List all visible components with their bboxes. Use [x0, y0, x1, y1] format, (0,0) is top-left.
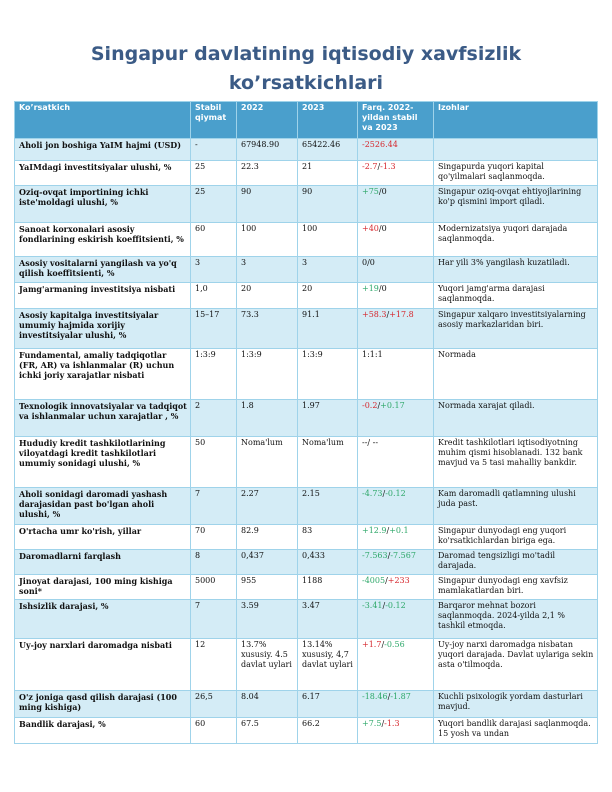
indicator-name: Ishsizlik darajasi, %: [15, 600, 191, 639]
indicator-name: Daromadlarni farqlash: [15, 550, 191, 575]
value-2023: 13.14% xususiy, 4,7 davlat uylari: [298, 639, 358, 691]
difference-value: [358, 437, 434, 488]
value-2022: 3.59: [237, 600, 298, 639]
stable-value: 60: [191, 223, 237, 257]
indicator-name: O'z joniga qasd qilish darajasi (100 ming kishiga): [15, 691, 191, 718]
value-2023: 3: [298, 257, 358, 283]
difference-part: +1.7: [362, 640, 382, 649]
value-2022: 82.9: [237, 525, 298, 550]
difference-part: /0: [378, 187, 387, 196]
note-text: Har yili 3% yangilash kuzatiladi.: [434, 257, 598, 283]
col-header-difference: Farq. 2022-yildan stabil va 2023: [358, 102, 434, 139]
stable-value: 3: [191, 257, 237, 283]
value-2022: 1.8: [237, 400, 298, 437]
difference-part: +40: [362, 224, 379, 233]
value-2023: 66.2: [298, 718, 358, 744]
value-2022: 67948.90: [237, 139, 298, 161]
difference-part: -18.46: [362, 692, 388, 701]
value-2023: 90: [298, 186, 358, 223]
value-2023: 3.47: [298, 600, 358, 639]
value-2023: 6.17: [298, 691, 358, 718]
difference-part: -0.12: [385, 489, 406, 498]
value-2023: 1:3:9: [298, 349, 358, 400]
difference-part: -4005: [362, 576, 386, 585]
difference-part: +19: [362, 284, 379, 293]
difference-value: [358, 400, 434, 437]
stable-value: 1,0: [191, 283, 237, 309]
stable-value: -: [191, 139, 237, 161]
difference-part: +58.3: [362, 310, 387, 319]
note-text: Singapur xalqaro investitsiyalarning asosiy markazlaridan biri.: [434, 309, 598, 349]
title-line-2: ko’rsatkichlari: [228, 72, 384, 94]
stable-value: 1:3:9: [191, 349, 237, 400]
difference-part: /: [386, 526, 390, 535]
stable-value: 70: [191, 525, 237, 550]
difference-part: 0/0: [362, 258, 375, 267]
difference-value: [358, 718, 434, 744]
value-2022: 20: [237, 283, 298, 309]
stable-value: 8: [191, 550, 237, 575]
value-2023: 21: [298, 161, 358, 186]
value-2022: 8.04: [237, 691, 298, 718]
difference-value: [358, 161, 434, 186]
indicator-name: Jinoyat darajasi, 100 ming kishiga soni*: [15, 575, 191, 600]
indicator-name: YaIMdagi investitsiyalar ulushi, %: [15, 161, 191, 186]
difference-value: [358, 488, 434, 525]
note-text: Singapurda yuqori kapital qo'yilmalari saqlanmoqda.: [434, 161, 598, 186]
difference-value: [358, 600, 434, 639]
value-2023: 1188: [298, 575, 358, 600]
stable-value: 50: [191, 437, 237, 488]
difference-part: /: [382, 489, 386, 498]
note-text: Singapur dunyodagi eng xavfsiz mamlakatlardan biri.: [434, 575, 598, 600]
table-row: [15, 437, 598, 488]
difference-value: [358, 309, 434, 349]
difference-value: [358, 283, 434, 309]
difference-part: -0.56: [384, 640, 405, 649]
table-row: [15, 600, 598, 639]
stable-value: 25: [191, 186, 237, 223]
difference-part: -1.87: [390, 692, 411, 701]
value-2022: 13.7% xususiy. 4.5 davlat uylari: [237, 639, 298, 691]
difference-part: +17.8: [389, 310, 414, 319]
value-2023: Noma'lum: [298, 437, 358, 488]
note-text: Normada xarajat qiladi.: [434, 400, 598, 437]
note-text: Normada: [434, 349, 598, 400]
indicator-name: O'rtacha umr ko'rish, yillar: [15, 525, 191, 550]
header-row: [15, 102, 598, 139]
value-2022: 0,437: [237, 550, 298, 575]
indicator-name: Aholi jon boshiga YaIM hajmi (USD): [15, 139, 191, 161]
table-row: [15, 186, 598, 223]
difference-value: [358, 550, 434, 575]
note-text: Yuqori jamg'arma darajasi saqlanmoqda.: [434, 283, 598, 309]
value-2022: 90: [237, 186, 298, 223]
value-2023: 100: [298, 223, 358, 257]
table-row: [15, 257, 598, 283]
col-header-stable: Stabil qiymat: [191, 102, 237, 139]
value-2023: 83: [298, 525, 358, 550]
note-text: Singapur dunyodagi eng yuqori ko'rsatkichlardan biriga ega.: [434, 525, 598, 550]
difference-part: --/ --: [362, 438, 379, 447]
value-2023: 2.15: [298, 488, 358, 525]
difference-part: -1.3: [384, 719, 400, 728]
difference-part: +0.1: [389, 526, 409, 535]
stable-value: 7: [191, 600, 237, 639]
table-row: [15, 550, 598, 575]
stable-value: 2: [191, 400, 237, 437]
stable-value: 26,5: [191, 691, 237, 718]
table-row: [15, 161, 598, 186]
difference-part: /0: [378, 224, 387, 233]
difference-value: [358, 257, 434, 283]
note-text: Modernizatsiya yuqori darajada saqlanmoqda.: [434, 223, 598, 257]
stable-value: 5000: [191, 575, 237, 600]
difference-value: [358, 139, 434, 161]
difference-part: /0: [378, 284, 387, 293]
note-text: Kuchli psixologik yordam dasturlari mavjud.: [434, 691, 598, 718]
stable-value: 25: [191, 161, 237, 186]
table-row: [15, 283, 598, 309]
difference-value: [358, 691, 434, 718]
note-text: Uy-joy narxi daromadga nisbatan yuqori darajada. Davlat uylariga sekin asta o'tilmoqda.: [434, 639, 598, 691]
indicator-name: Uy-joy narxlari daromadga nisbati: [15, 639, 191, 691]
value-2022: 73.3: [237, 309, 298, 349]
difference-part: /: [387, 692, 391, 701]
table-row: [15, 349, 598, 400]
value-2022: 100: [237, 223, 298, 257]
note-text: Daromad tengsizligi mo'tadil darajada.: [434, 550, 598, 575]
indicator-name: Aholi sonidagi daromadi yashash darajasidan past bo'lgan aholi ulushi, %: [15, 488, 191, 525]
difference-part: /: [381, 640, 385, 649]
indicator-name: Hududiy kredit tashkilotlarining viloyatdagi kredit tashkilotlari umumiy sonidagi ulushi, %: [15, 437, 191, 488]
col-header-indicator: Ko’rsatkich: [15, 102, 191, 139]
value-2023: 20: [298, 283, 358, 309]
note-text: Kam daromadli qatlamning ulushi juda past.: [434, 488, 598, 525]
indicator-name: Texnologik innovatsiyalar va tadqiqot va ishlanmalar uchun xarajatlar , %: [15, 400, 191, 437]
title-line-1: Singapur davlatining iqtisodiy xavfsizlik: [90, 43, 522, 65]
difference-part: /: [377, 401, 381, 410]
difference-part: -7.567: [390, 551, 416, 560]
difference-part: +7.5: [362, 719, 382, 728]
value-2022: Noma'lum: [237, 437, 298, 488]
value-2022: 2.27: [237, 488, 298, 525]
table-row: [15, 691, 598, 718]
col-header-2023: 2023: [298, 102, 358, 139]
indicator-name: Sanoat korxonalari asosiy fondlarining eskirish koeffitsienti, %: [15, 223, 191, 257]
difference-part: -2.7: [362, 162, 378, 171]
page-title: [0, 40, 612, 98]
value-2023: 91.1: [298, 309, 358, 349]
difference-value: [358, 639, 434, 691]
difference-part: +12.9: [362, 526, 387, 535]
difference-part: +233: [387, 576, 410, 585]
indicator-name: Bandlik darajasi, %: [15, 718, 191, 744]
difference-part: 1:1:1: [362, 350, 383, 359]
col-header-2022: 2022: [237, 102, 298, 139]
table-row: [15, 223, 598, 257]
table-row: [15, 400, 598, 437]
difference-value: [358, 223, 434, 257]
difference-value: [358, 349, 434, 400]
difference-part: -0.2: [362, 401, 378, 410]
value-2023: 0,433: [298, 550, 358, 575]
note-text: Singapur oziq-ovqat ehtiyojlarining ko'p qismini import qiladi.: [434, 186, 598, 223]
difference-part: /: [387, 551, 391, 560]
table-row: [15, 309, 598, 349]
difference-part: /: [382, 601, 386, 610]
difference-part: /: [377, 162, 381, 171]
difference-part: -3.41: [362, 601, 383, 610]
difference-part: +75: [362, 187, 379, 196]
table-row: [15, 575, 598, 600]
difference-part: -7.563: [362, 551, 388, 560]
indicator-name: Jamg'armaning investitsiya nisbati: [15, 283, 191, 309]
table-row: [15, 718, 598, 744]
table-row: [15, 525, 598, 550]
indicator-name: Oziq-ovqat importining ichki iste'moldagi ulushi, %: [15, 186, 191, 223]
difference-part: -1.3: [380, 162, 396, 171]
stable-value: 15–17: [191, 309, 237, 349]
stable-value: 60: [191, 718, 237, 744]
note-text: Kredit tashkilotlari iqtisodiyotning muhim qismi hisoblanadi. 132 bank mavjud va 5 tasi mahalliy bankdir.: [434, 437, 598, 488]
value-2023: 65422.46: [298, 139, 358, 161]
difference-value: [358, 525, 434, 550]
difference-part: -0.12: [385, 601, 406, 610]
note-text: Barqaror mehnat bozori saqlanmoqda. 2024-yilda 2,1 % tashkil etmoqda.: [434, 600, 598, 639]
table-row: [15, 139, 598, 161]
value-2022: 3: [237, 257, 298, 283]
difference-part: -4.73: [362, 489, 383, 498]
note-text: Yuqori bandlik darajasi saqlanmoqda. 15 yosh va undan: [434, 718, 598, 744]
note-text: [434, 139, 598, 161]
indicator-name: Asosiy vositalarni yangilash va yo'q qilish koeffitsienti, %: [15, 257, 191, 283]
table-row: [15, 488, 598, 525]
indicators-table: [14, 101, 598, 744]
indicator-name: Asosiy kapitalga investitsiyalar umumiy hajmida xorijiy investitsiyalar ulushi, %: [15, 309, 191, 349]
difference-part: /: [385, 576, 388, 585]
difference-part: -2526.44: [362, 140, 398, 149]
value-2022: 22.3: [237, 161, 298, 186]
difference-value: [358, 575, 434, 600]
table-row: [15, 639, 598, 691]
difference-part: /: [386, 310, 390, 319]
difference-part: /: [381, 719, 385, 728]
stable-value: 7: [191, 488, 237, 525]
col-header-notes: Izohlar: [434, 102, 598, 139]
difference-part: +0.17: [380, 401, 405, 410]
value-2023: 1.97: [298, 400, 358, 437]
indicator-name: Fundamental, amaliy tadqiqotlar (FR, AR) va ishlanmalar (R) uchun ichki joriy xarajatlar nisbati: [15, 349, 191, 400]
stable-value: 12: [191, 639, 237, 691]
difference-value: [358, 186, 434, 223]
value-2022: 955: [237, 575, 298, 600]
value-2022: 1:3:9: [237, 349, 298, 400]
value-2022: 67.5: [237, 718, 298, 744]
